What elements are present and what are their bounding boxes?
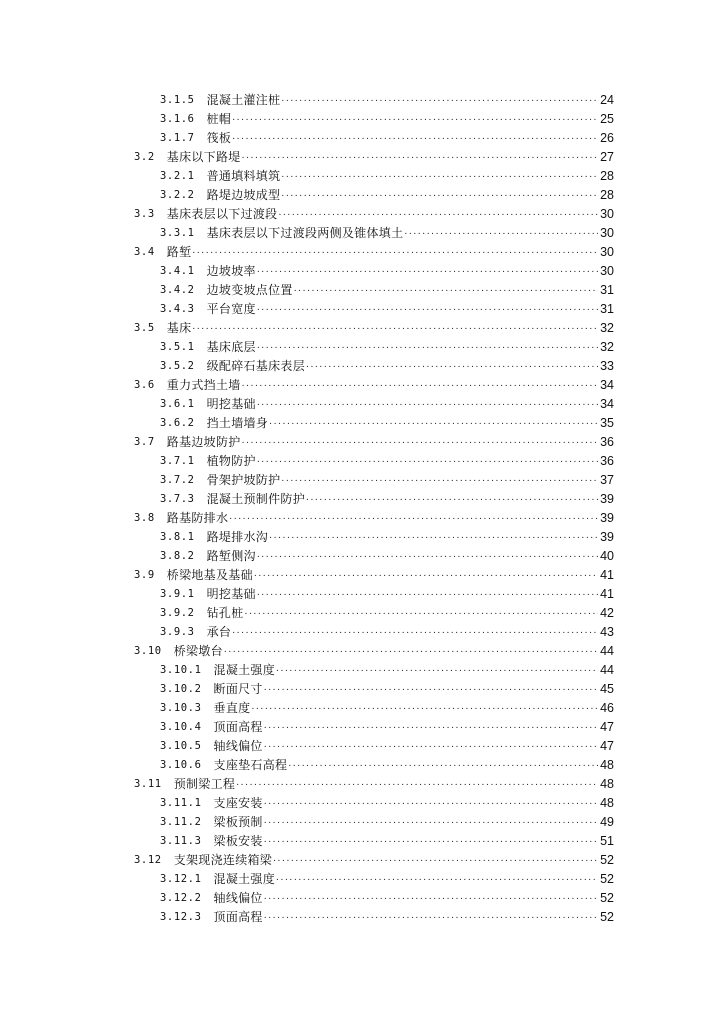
toc-entry[interactable] [0, 772, 724, 791]
toc-number: 3.12.2 [160, 892, 202, 904]
toc-entry[interactable] [0, 373, 724, 392]
toc-page-number: 25 [600, 112, 614, 126]
toc-page-number: 30 [600, 207, 614, 221]
toc-number: 3.11.3 [160, 835, 202, 847]
toc-number: 3.10.6 [160, 759, 202, 771]
toc-dot-leader [257, 548, 598, 562]
toc-page-number: 30 [600, 264, 614, 278]
toc-page-number: 32 [600, 321, 614, 335]
toc-number: 3.7.3 [160, 493, 195, 505]
toc-number: 3.5.1 [160, 341, 195, 353]
toc-number: 3.6 [134, 379, 155, 391]
toc-page-number: 41 [600, 587, 614, 601]
toc-title: 基床底层 [206, 340, 256, 354]
toc-number: 3.5 [134, 322, 155, 334]
toc-entry[interactable] [0, 905, 724, 924]
toc-page-number: 35 [600, 416, 614, 430]
toc-number: 3.7.2 [160, 474, 195, 486]
toc-number: 3.9.1 [160, 588, 195, 600]
toc-dot-leader [404, 225, 598, 239]
toc-number: 3.11.1 [160, 797, 202, 809]
toc-title: 明挖基础 [206, 397, 256, 411]
toc-page-number: 36 [600, 454, 614, 468]
toc-page-number: 44 [600, 644, 614, 658]
toc-dot-leader [273, 852, 598, 866]
toc-entry[interactable] [0, 221, 724, 240]
toc-entry[interactable] [0, 658, 724, 677]
toc-number: 3.4 [134, 246, 155, 258]
toc-entry[interactable] [0, 753, 724, 772]
toc-page-number: 37 [600, 473, 614, 487]
toc-number: 3.2.2 [160, 189, 195, 201]
toc-entry[interactable] [0, 886, 724, 905]
toc-number: 3.10.2 [160, 683, 202, 695]
toc-page-number: 41 [600, 568, 614, 582]
toc-title: 路堑侧沟 [206, 549, 256, 563]
toc-entry[interactable] [0, 601, 724, 620]
toc-dot-leader [288, 757, 598, 771]
toc-entry[interactable] [0, 297, 724, 316]
toc-page-number: 28 [600, 188, 614, 202]
toc-title: 桥梁地基及基础 [166, 568, 253, 582]
toc-entry[interactable] [0, 696, 724, 715]
toc-dot-leader [242, 377, 599, 391]
toc-dot-leader [264, 719, 598, 733]
toc-page-number: 27 [600, 150, 614, 164]
toc-page-number: 52 [600, 853, 614, 867]
toc-number: 3.3.1 [160, 227, 195, 239]
toc-entry[interactable] [0, 240, 724, 259]
toc-title: 基床 [166, 321, 192, 335]
toc-entry[interactable] [0, 354, 724, 373]
toc-number: 3.8 [134, 512, 155, 524]
toc-page-number: 40 [600, 549, 614, 563]
toc-page-number: 32 [600, 340, 614, 354]
toc-number: 3.10.5 [160, 740, 202, 752]
toc-number: 3.5.2 [160, 360, 195, 372]
toc-entry[interactable] [0, 487, 724, 506]
toc-entry[interactable] [0, 335, 724, 354]
toc-number: 3.1.7 [160, 132, 195, 144]
toc-page-number: 48 [600, 796, 614, 810]
toc-page-number: 44 [600, 663, 614, 677]
toc-title: 桥梁墩台 [173, 644, 223, 658]
toc-dot-leader [232, 130, 598, 144]
toc-title: 混凝土灌注桩 [206, 93, 281, 107]
toc-entry[interactable] [0, 563, 724, 582]
toc-page-number: 51 [600, 834, 614, 848]
toc-page-number: 48 [600, 777, 614, 791]
toc-number: 3.10.3 [160, 702, 202, 714]
toc-number: 3.4.3 [160, 303, 195, 315]
toc-title: 普通填料填筑 [206, 169, 281, 183]
toc-dot-leader [281, 92, 598, 106]
toc-dot-leader [264, 890, 598, 904]
toc-dot-leader [242, 434, 599, 448]
toc-title: 基床表层以下过渡段 [166, 207, 278, 221]
toc-entry[interactable] [0, 392, 724, 411]
toc-dot-leader [192, 320, 598, 334]
toc-entry[interactable] [0, 544, 724, 563]
toc-dot-leader [257, 453, 598, 467]
toc-dot-leader [264, 681, 598, 695]
toc-entry[interactable] [0, 848, 724, 867]
toc-entry[interactable] [0, 810, 724, 829]
toc-dot-leader [192, 244, 598, 258]
toc-page-number: 52 [600, 891, 614, 905]
toc-page-number: 48 [600, 758, 614, 772]
toc-title: 混凝土强度 [213, 663, 276, 677]
toc-entry[interactable] [0, 316, 724, 335]
toc-number: 3.4.1 [160, 265, 195, 277]
toc-number: 3.9 [134, 569, 155, 581]
toc-dot-leader [224, 643, 598, 657]
toc-title: 路堤排水沟 [206, 530, 269, 544]
toc-entry[interactable] [0, 411, 724, 430]
toc-entry[interactable] [0, 107, 724, 126]
toc-dot-leader [257, 396, 598, 410]
toc-number: 3.10.4 [160, 721, 202, 733]
toc-entry[interactable] [0, 677, 724, 696]
toc-dot-leader [251, 700, 598, 714]
toc-page-number: 39 [600, 511, 614, 525]
toc-number: 3.4.2 [160, 284, 195, 296]
toc-dot-leader [278, 206, 598, 220]
toc-entry[interactable] [0, 791, 724, 810]
toc-dot-leader [276, 662, 598, 676]
toc-number: 3.12 [134, 854, 162, 866]
toc-title: 混凝土预制件防护 [206, 492, 306, 506]
toc-page-number: 24 [600, 93, 614, 107]
toc-number: 3.9.2 [160, 607, 195, 619]
toc-page-number: 26 [600, 131, 614, 145]
toc-page-number: 31 [600, 302, 614, 316]
toc-page-number: 39 [600, 530, 614, 544]
toc-title: 轴线偏位 [213, 891, 263, 905]
toc-dot-leader [264, 795, 598, 809]
toc-number: 3.12.1 [160, 873, 202, 885]
toc-page-number: 47 [600, 739, 614, 753]
toc-entry[interactable] [0, 639, 724, 658]
toc-page-number: 45 [600, 682, 614, 696]
toc-number: 3.3 [134, 208, 155, 220]
toc-title: 边坡变坡点位置 [206, 283, 293, 297]
toc-page-number: 28 [600, 169, 614, 183]
toc-page-number: 46 [600, 701, 614, 715]
toc-title: 平台宽度 [206, 302, 256, 316]
toc-entry[interactable] [0, 620, 724, 639]
toc-page-number: 52 [600, 872, 614, 886]
toc-title: 筏板 [206, 131, 232, 145]
toc-number: 3.8.2 [160, 550, 195, 562]
toc-page-number: 31 [600, 283, 614, 297]
toc-title: 断面尺寸 [213, 682, 263, 696]
toc-number: 3.7 [134, 436, 155, 448]
toc-dot-leader [306, 358, 598, 372]
toc-dot-leader [264, 738, 598, 752]
toc-page-number: 49 [600, 815, 614, 829]
toc-title: 支架现浇连续箱梁 [173, 853, 273, 867]
toc-title: 垂直度 [213, 701, 251, 715]
toc-number: 3.1.6 [160, 113, 195, 125]
toc-title: 支座安装 [213, 796, 263, 810]
toc-dot-leader [264, 909, 598, 923]
toc-entry[interactable] [0, 164, 724, 183]
toc-number: 3.6.1 [160, 398, 195, 410]
toc-title: 基床表层以下过渡段两侧及锥体填土 [206, 226, 404, 240]
toc-title: 重力式挡土墙 [166, 378, 241, 392]
toc-page-number: 30 [600, 245, 614, 259]
toc-entry[interactable] [0, 715, 724, 734]
toc-dot-leader [276, 871, 598, 885]
toc-page-number: 42 [600, 606, 614, 620]
toc-title: 混凝土强度 [213, 872, 276, 886]
toc-dot-leader [306, 491, 598, 505]
toc-page-number: 30 [600, 226, 614, 240]
toc-entry[interactable] [0, 278, 724, 297]
toc-dot-leader [254, 567, 598, 581]
toc-dot-leader [236, 776, 598, 790]
toc-entry[interactable] [0, 126, 724, 145]
toc-entry[interactable] [0, 88, 724, 107]
toc-title: 植物防护 [206, 454, 256, 468]
toc-title: 边坡坡率 [206, 264, 256, 278]
toc-entry[interactable] [0, 145, 724, 164]
toc-number: 3.11 [134, 778, 162, 790]
toc-title: 承台 [206, 625, 232, 639]
toc-page-number: 33 [600, 359, 614, 373]
toc-dot-leader [264, 814, 598, 828]
toc-title: 级配碎石基床表层 [206, 359, 306, 373]
toc-title: 明挖基础 [206, 587, 256, 601]
toc-number: 3.9.3 [160, 626, 195, 638]
toc-title: 梁板安装 [213, 834, 263, 848]
toc-title: 路基防排水 [166, 511, 229, 525]
toc-number: 3.12.3 [160, 911, 202, 923]
toc-entry[interactable] [0, 259, 724, 278]
toc-entry[interactable] [0, 582, 724, 601]
toc-entry[interactable] [0, 829, 724, 848]
toc-dot-leader [242, 149, 599, 163]
toc-title: 梁板预制 [213, 815, 263, 829]
toc-title: 挡土墙墙身 [206, 416, 269, 430]
toc-number: 3.10.1 [160, 664, 202, 676]
toc-dot-leader [281, 168, 598, 182]
toc-entry[interactable] [0, 430, 724, 449]
toc-dot-leader [269, 415, 598, 429]
toc-dot-leader [232, 111, 598, 125]
toc-entry[interactable] [0, 202, 724, 221]
toc-dot-leader [269, 529, 598, 543]
toc-entry[interactable] [0, 468, 724, 487]
toc-number: 3.2.1 [160, 170, 195, 182]
toc-dot-leader [281, 472, 598, 486]
toc-number: 3.10 [134, 645, 162, 657]
toc-number: 3.6.2 [160, 417, 195, 429]
toc-page-number: 34 [600, 378, 614, 392]
toc-title: 顶面高程 [213, 720, 263, 734]
toc-page-number: 43 [600, 625, 614, 639]
toc-number: 3.7.1 [160, 455, 195, 467]
toc-number: 3.8.1 [160, 531, 195, 543]
toc-page-number: 39 [600, 492, 614, 506]
toc-page-number: 52 [600, 910, 614, 924]
toc-entry[interactable] [0, 867, 724, 886]
toc-title: 钻孔桩 [206, 606, 244, 620]
toc-dot-leader [257, 586, 598, 600]
toc-dot-leader [281, 187, 598, 201]
toc-title: 预制梁工程 [173, 777, 236, 791]
toc-number: 3.2 [134, 151, 155, 163]
toc-dot-leader [257, 339, 598, 353]
toc-entry[interactable] [0, 734, 724, 753]
toc-dot-leader [294, 282, 598, 296]
toc-dot-leader [245, 605, 599, 619]
toc-dot-leader [257, 263, 598, 277]
toc-title: 支座垫石高程 [213, 758, 288, 772]
toc-title: 基床以下路堤 [166, 150, 241, 164]
toc-entry[interactable] [0, 449, 724, 468]
toc-entry[interactable] [0, 183, 724, 202]
toc-title: 桩帽 [206, 112, 232, 126]
toc-title: 路基边坡防护 [166, 435, 241, 449]
toc-title: 顶面高程 [213, 910, 263, 924]
toc-title: 骨架护坡防护 [206, 473, 281, 487]
toc-page-number: 36 [600, 435, 614, 449]
toc-title: 轴线偏位 [213, 739, 263, 753]
toc-number: 3.1.5 [160, 94, 195, 106]
toc-entry[interactable] [0, 506, 724, 525]
toc-dot-leader [264, 833, 598, 847]
toc-title: 路堤边坡成型 [206, 188, 281, 202]
toc-dot-leader [232, 624, 598, 638]
toc-dot-leader [257, 301, 598, 315]
toc-dot-leader [229, 510, 598, 524]
toc-number: 3.11.2 [160, 816, 202, 828]
toc-page-number: 47 [600, 720, 614, 734]
toc-page-number: 34 [600, 397, 614, 411]
toc-title: 路堑 [166, 245, 192, 259]
toc-entry[interactable] [0, 525, 724, 544]
